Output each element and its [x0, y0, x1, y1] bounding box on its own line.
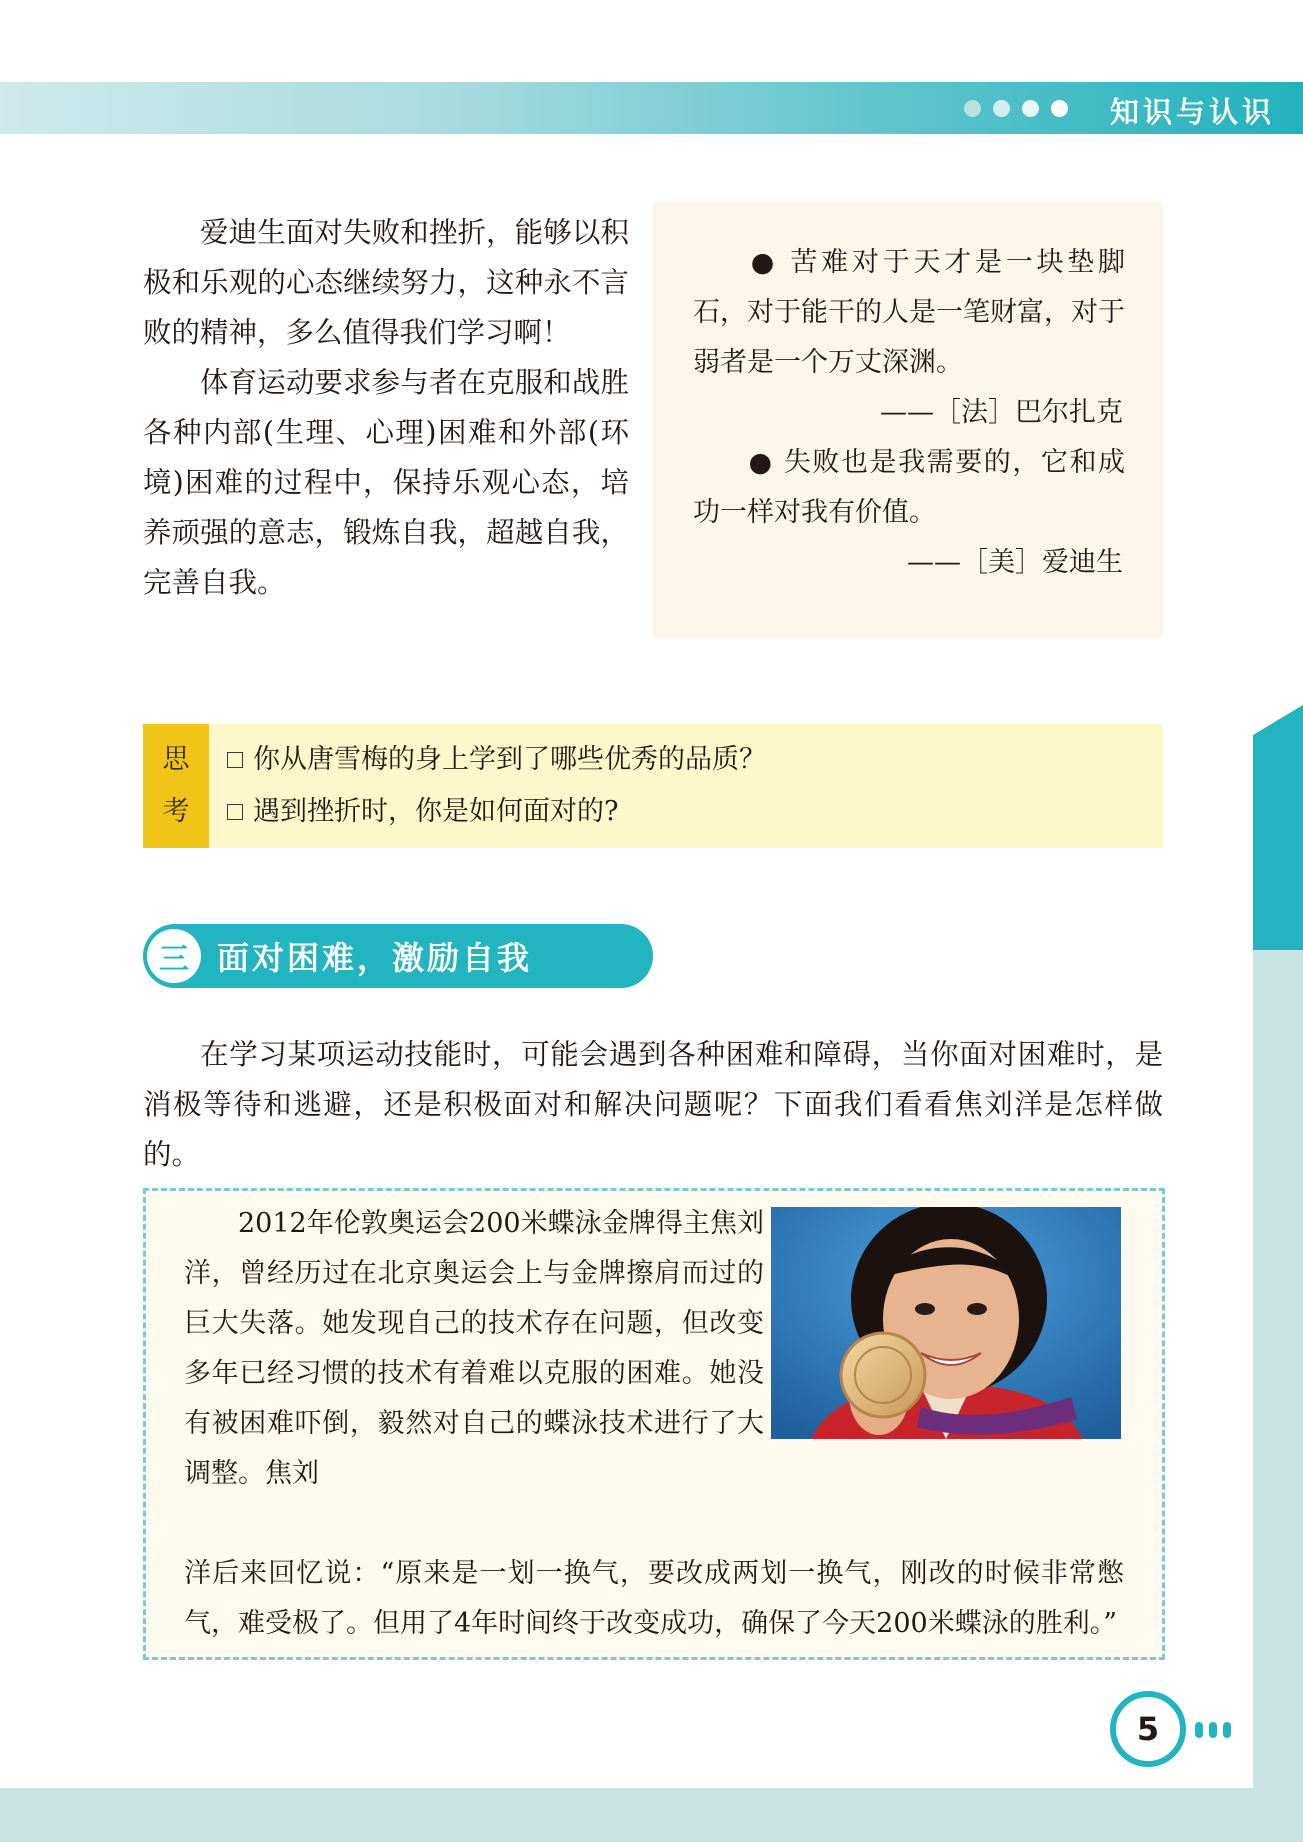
story-text-part: 2012年伦敦奥运会200米蝶泳金牌得主焦刘洋，曾经历过在北京奥运会上与金牌擦肩而过的巨大失落。她发现自己的技术存在问题，但改变多年已经习惯的技术有着难以克服的困难。她没有被困难吓倒，毅然对自己的蝶泳技术进行了大调整。焦刘: [184, 1208, 764, 1489]
checkbox-icon: [227, 752, 243, 768]
header-dots: [964, 100, 1068, 117]
quote-item: [693, 438, 1125, 538]
chapter-header-band: [0, 82, 1303, 134]
athlete-medal-photo: [771, 1207, 1121, 1439]
left-column: [143, 208, 629, 608]
checkbox-icon: [227, 804, 243, 820]
right-edge-tab: [1253, 705, 1303, 950]
story-text: 洋后来回忆说：“原来是一划一换气，要改成两划一换气，刚改的时候非常憋气，难受极了。但用了4年时间终于改变成功，确保了今天200米蝶泳的胜利。”: [184, 1558, 1124, 1639]
section-title: 面对困难，激励自我: [217, 939, 533, 977]
header-dot: [1051, 100, 1068, 117]
page-number: 5: [1136, 1710, 1160, 1748]
header-dot: [993, 100, 1010, 117]
intro-paragraph: 在学习某项运动技能时，可能会遇到各种困难和障碍，当你面对困难时，是消极等待和逃避，还是积极面对和解决问题呢？下面我们看看焦刘洋是怎样做的。: [143, 1038, 1163, 1171]
right-side-strip: [1253, 800, 1303, 1842]
section-number-badge: [147, 929, 201, 983]
quote-attribution: ——［美］爱迪生: [907, 547, 1123, 578]
intro-block: [143, 1030, 1163, 1180]
think-box: [143, 724, 1163, 848]
story-text: [184, 1199, 764, 1499]
page-number-badge: [1110, 1691, 1186, 1767]
quote-box: [653, 202, 1163, 638]
bullet-icon: ●: [747, 447, 774, 478]
athlete-photo-illustration: [771, 1207, 1121, 1439]
think-question: [227, 786, 618, 838]
body-paragraph: 体育运动要求参与者在克服和战胜各种内部(生理、心理)困难和外部(环境)困难的过程中，保持乐观心态，培养顽强的意志，锻炼自我，超越自我，完善自我。: [143, 366, 629, 599]
section-heading: [143, 924, 653, 988]
bullet-icon: ●: [747, 247, 779, 278]
think-question-text: 遇到挫折时，你是如何面对的?: [253, 796, 619, 827]
think-label-char: 思: [162, 744, 190, 775]
header-dot: [964, 100, 981, 117]
chapter-title: 知识与认识: [1109, 95, 1275, 129]
quote-text: 失败也是我需要的，它和成功一样对我有价值。: [693, 447, 1126, 528]
story-box: [143, 1188, 1165, 1660]
think-question-text: 你从唐雪梅的身上学到了哪些优秀的品质？: [253, 744, 766, 775]
page-dot: [1209, 1722, 1217, 1738]
page-dot: [1195, 1722, 1203, 1738]
quote-item: [693, 238, 1125, 388]
think-label-char: 考: [162, 796, 190, 827]
quote-text: 苦难对于天才是一块垫脚石，对于能干的人是一笔财富，对于弱者是一个万丈深渊。: [693, 247, 1125, 378]
page-number-dots: [1195, 1722, 1231, 1738]
quote-attribution: ——［法］巴尔扎克: [880, 397, 1123, 428]
think-question: [227, 734, 766, 786]
bottom-band: [0, 1788, 1303, 1842]
page-dot: [1223, 1722, 1231, 1738]
think-label: [143, 724, 209, 848]
body-paragraph: 爱迪生面对失败和挫折，能够以积极和乐观的心态继续努力，这种永不言败的精神，多么值得我们学习啊！: [143, 216, 629, 349]
section-number: 三: [159, 942, 189, 977]
header-dot: [1022, 100, 1039, 117]
